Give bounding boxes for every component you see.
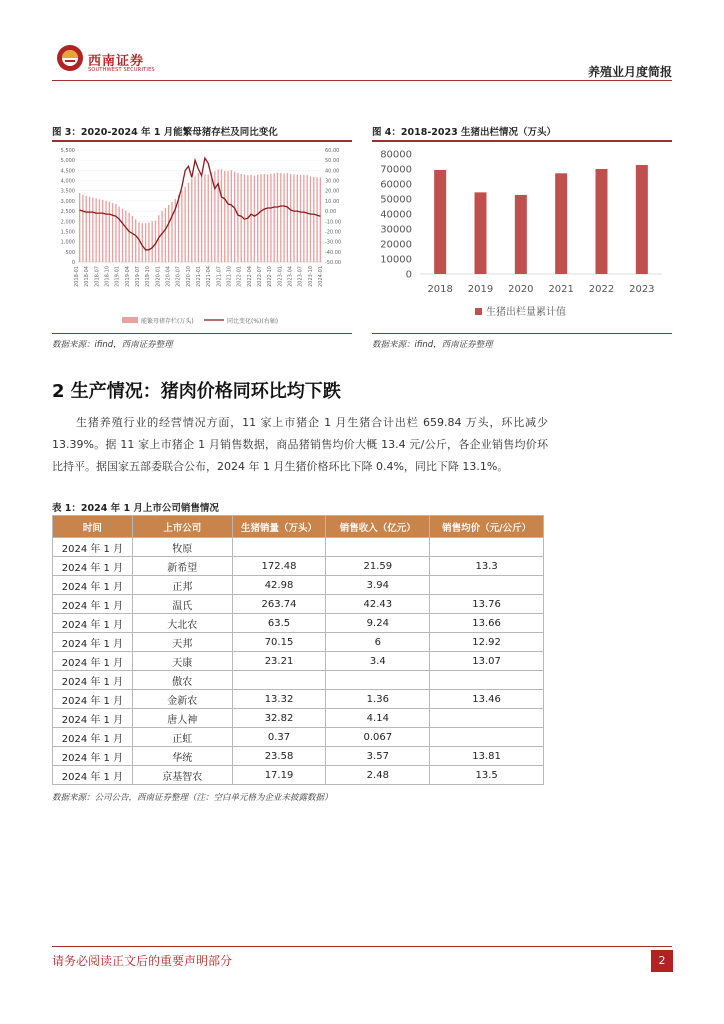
report-type: 养殖业月度简报 xyxy=(587,65,672,79)
chart-bar xyxy=(250,175,251,262)
chart-bar xyxy=(227,171,228,262)
figure3-top-rule xyxy=(52,140,352,142)
legend-swatch-bar xyxy=(122,317,138,323)
cell-company: 金新农 xyxy=(132,690,232,709)
x-tick: 2023-04 xyxy=(287,266,294,287)
y-tick-left: 1,500 xyxy=(60,229,75,236)
table-row xyxy=(53,595,544,614)
chart-bar xyxy=(241,174,242,262)
y-tick-left: 5,000 xyxy=(60,158,75,165)
cell-time: 2024 年 1 月 xyxy=(53,671,133,690)
y-tick-left: 3,500 xyxy=(60,188,75,195)
chart-bar xyxy=(115,204,116,262)
cell-price: 13.3 xyxy=(430,557,544,576)
chart-bar xyxy=(280,173,281,262)
company-name: 西南证券 xyxy=(88,54,145,69)
chart-bar xyxy=(320,177,321,262)
y-tick-right: 20.00 xyxy=(325,188,340,195)
x-tick: 2020-01 xyxy=(155,266,162,287)
x-tick: 2024-01 xyxy=(318,266,324,287)
col-header-price: 销售均价（元/公斤） xyxy=(430,516,544,538)
legend-label-line: 同比变化(%)(右轴) xyxy=(227,318,279,325)
y-tick-right: -40.00 xyxy=(325,249,342,256)
cell-price: 13.76 xyxy=(430,595,544,614)
cell-time: 2024 年 1 月 xyxy=(53,652,133,671)
section-title: 2 生产情况：猪肉价格同环比均下跌 xyxy=(52,381,341,402)
chart-bar xyxy=(155,220,156,262)
cell-price: 13.81 xyxy=(430,747,544,766)
x-tick: 2022 xyxy=(588,284,615,295)
table-row xyxy=(53,671,544,690)
cell-revenue: 0.067 xyxy=(326,728,430,747)
chart-bar xyxy=(293,174,294,262)
cell-revenue: 42.43 xyxy=(326,595,430,614)
chart-bar xyxy=(89,197,90,262)
cell-volume: 0.37 xyxy=(232,728,326,747)
y-tick: 70000 xyxy=(380,164,412,176)
chart-bar xyxy=(290,174,291,262)
figure4-chart xyxy=(372,144,672,330)
x-tick: 2018-10 xyxy=(104,266,111,287)
page-header xyxy=(0,0,724,84)
table-title: 表 1：2024 年 1 月上市公司销售情况 xyxy=(52,503,219,514)
cell-revenue xyxy=(326,671,430,690)
chart-bar xyxy=(181,191,182,262)
table-source: 数据来源：公司公告，西南证券整理（注：空白单元格为企业未披露数据） xyxy=(52,793,333,803)
section-paragraph: 生猪养殖行业的经营情况方面，11 家上市猪企 1 月生猪合计出栏 659.84 万头，环比减少 13.39%。据 11 家上市猪企 1 月销售数据，商品猪销售均价大概 13.4 元/公斤，各企业销售均价环比持平。据国家五部委联合公布，2024 年 1 月生猪价格环比下降 0.4%，同比下降 13.1%。 xyxy=(52,416,548,473)
chart-bar xyxy=(95,198,96,262)
x-tick: 2020-07 xyxy=(175,266,182,287)
cell-price xyxy=(430,576,544,595)
cell-revenue: 3.94 xyxy=(326,576,430,595)
y-tick-right: 60.00 xyxy=(325,148,340,154)
x-tick: 2023-01 xyxy=(277,266,284,287)
y-tick-right: -20.00 xyxy=(325,229,342,236)
col-header-revenue: 销售收入（亿元） xyxy=(326,516,430,538)
cell-volume: 63.5 xyxy=(232,614,326,633)
x-tick: 2018-01 xyxy=(74,266,80,287)
chart-bar xyxy=(102,200,103,262)
cell-time: 2024 年 1 月 xyxy=(53,538,133,557)
x-tick: 2019 xyxy=(467,284,494,295)
chart-bar xyxy=(148,222,149,262)
figure3-legend xyxy=(122,317,278,325)
chart-bar xyxy=(221,169,222,262)
chart-bar xyxy=(168,205,169,262)
table-row xyxy=(53,709,544,728)
chart-bar xyxy=(555,173,567,274)
cell-revenue: 6 xyxy=(326,633,430,652)
cell-volume: 23.21 xyxy=(232,652,326,671)
figure4-top-rule xyxy=(372,140,672,142)
y-tick-left: 4,000 xyxy=(60,178,75,185)
cell-price: 13.46 xyxy=(430,690,544,709)
x-tick: 2023-10 xyxy=(307,266,314,287)
chart-bar xyxy=(515,195,527,274)
chart-bar xyxy=(201,174,202,262)
legend-swatch xyxy=(475,308,482,315)
figure4-source: 数据来源：ifind，西南证券整理 xyxy=(372,340,493,350)
x-tick: 2021 xyxy=(548,284,574,295)
chart-bar xyxy=(198,173,199,262)
chart-bar xyxy=(237,173,238,262)
y-tick: 30000 xyxy=(380,224,412,236)
x-tick: 2022-04 xyxy=(246,266,253,287)
cell-volume: 23.58 xyxy=(232,747,326,766)
chart-bar xyxy=(596,169,608,274)
chart-bar xyxy=(234,172,235,262)
cell-price: 12.92 xyxy=(430,633,544,652)
chart-bar xyxy=(316,177,317,262)
cell-time: 2024 年 1 月 xyxy=(53,595,133,614)
y-tick-left: 3,000 xyxy=(60,198,75,205)
chart-bar xyxy=(434,170,446,274)
cell-price xyxy=(430,728,544,747)
cell-price xyxy=(430,671,544,690)
y-tick-left: 4,500 xyxy=(60,168,75,175)
chart-bar xyxy=(283,174,284,262)
cell-time: 2024 年 1 月 xyxy=(53,728,133,747)
cell-company: 牧原 xyxy=(132,538,232,557)
cell-revenue: 21.59 xyxy=(326,557,430,576)
table-row xyxy=(53,690,544,709)
x-tick: 2021-01 xyxy=(196,266,202,287)
y-tick: 20000 xyxy=(380,239,412,251)
cell-revenue: 2.48 xyxy=(326,766,430,785)
col-header-volume: 生猪销量（万头） xyxy=(232,516,326,538)
chart-bar xyxy=(194,176,195,262)
chart-bar xyxy=(188,183,189,262)
chart-bar xyxy=(119,207,120,262)
x-tick: 2021-04 xyxy=(206,266,213,287)
cell-revenue xyxy=(326,538,430,557)
figure3-chart xyxy=(52,144,352,330)
chart-bar xyxy=(142,223,143,262)
y-tick: 50000 xyxy=(380,194,412,206)
x-tick: 2022-10 xyxy=(267,266,274,287)
chart-bar xyxy=(125,211,126,262)
chart-bar xyxy=(254,176,255,262)
table-row xyxy=(53,576,544,595)
figure3-title: 图 3：2020-2024 年 1 月能繁母猪存栏及同比变化 xyxy=(52,127,278,138)
chart-bar xyxy=(178,195,179,262)
y-tick-left: 2,500 xyxy=(60,209,75,216)
x-tick: 2021-07 xyxy=(216,266,223,287)
cell-volume xyxy=(232,538,326,557)
x-tick: 2021-10 xyxy=(226,266,233,287)
company-logo-icon xyxy=(56,44,84,72)
x-tick: 2022-01 xyxy=(236,266,243,287)
chart-bar xyxy=(475,192,487,274)
chart-bar xyxy=(211,172,212,262)
page-number: 2 xyxy=(651,950,673,972)
cell-volume: 172.48 xyxy=(232,557,326,576)
cell-revenue: 3.4 xyxy=(326,652,430,671)
chart-bar xyxy=(277,173,278,262)
y-tick-right: -30.00 xyxy=(325,239,342,246)
footer-disclaimer: 请务必阅读正文后的重要声明部分 xyxy=(52,954,233,968)
y-tick-right: 0.00 xyxy=(325,209,337,216)
cell-company: 傲农 xyxy=(132,671,232,690)
figure4-bottom-rule xyxy=(372,333,672,334)
cell-time: 2024 年 1 月 xyxy=(53,709,133,728)
chart-bar xyxy=(79,193,80,262)
chart-bar xyxy=(260,174,261,262)
cell-company: 天康 xyxy=(132,652,232,671)
footer-divider xyxy=(52,946,672,947)
chart-bar xyxy=(112,203,113,262)
y-tick: 40000 xyxy=(380,209,412,221)
chart-bar xyxy=(132,216,133,262)
chart-bar xyxy=(310,176,311,262)
cell-price: 13.07 xyxy=(430,652,544,671)
table-row xyxy=(53,728,544,747)
chart-bar xyxy=(109,202,110,262)
cell-volume: 42.98 xyxy=(232,576,326,595)
y-tick-left: 2,000 xyxy=(60,219,75,226)
cell-revenue: 3.57 xyxy=(326,747,430,766)
cell-company: 正虹 xyxy=(132,728,232,747)
chart-bar xyxy=(224,171,225,262)
chart-bar xyxy=(82,195,83,262)
chart-bar xyxy=(128,213,129,262)
cell-volume: 70.15 xyxy=(232,633,326,652)
cell-time: 2024 年 1 月 xyxy=(53,557,133,576)
cell-company: 唐人神 xyxy=(132,709,232,728)
cell-volume: 17.19 xyxy=(232,766,326,785)
cell-revenue: 4.14 xyxy=(326,709,430,728)
cell-price xyxy=(430,709,544,728)
cell-company: 新希望 xyxy=(132,557,232,576)
table-row xyxy=(53,652,544,671)
chart-bar xyxy=(274,173,275,262)
chart-bar xyxy=(105,201,106,262)
cell-time: 2024 年 1 月 xyxy=(53,633,133,652)
y-tick-right: 40.00 xyxy=(325,168,340,175)
company-name-en: SOUTHWEST SECURITIES xyxy=(88,67,155,73)
cell-company: 温氏 xyxy=(132,595,232,614)
cell-volume: 263.74 xyxy=(232,595,326,614)
chart-bar xyxy=(99,199,100,262)
chart-bar xyxy=(86,196,87,262)
cell-time: 2024 年 1 月 xyxy=(53,690,133,709)
table-row xyxy=(53,633,544,652)
chart-bar xyxy=(191,179,192,262)
sales-table xyxy=(52,515,544,785)
table-header-row xyxy=(53,516,544,538)
y-tick: 0 xyxy=(405,269,412,281)
chart-bar xyxy=(138,222,139,262)
x-tick: 2018-04 xyxy=(84,266,91,287)
chart-bar xyxy=(270,174,271,262)
table-row xyxy=(53,766,544,785)
cell-price: 13.5 xyxy=(430,766,544,785)
y-tick-right: 10.00 xyxy=(325,198,340,205)
y-tick-right: 50.00 xyxy=(325,158,340,165)
chart-bar xyxy=(122,209,123,262)
chart-bar xyxy=(204,174,205,262)
cell-company: 京基智农 xyxy=(132,766,232,785)
chart-bar xyxy=(303,175,304,262)
col-header-time: 时间 xyxy=(53,516,133,538)
chart-bar xyxy=(171,202,172,262)
cell-volume xyxy=(232,671,326,690)
y-tick-right: -10.00 xyxy=(325,219,342,226)
chart-bar xyxy=(135,219,136,262)
table-row xyxy=(53,538,544,557)
chart-bar xyxy=(264,174,265,262)
chart-bar xyxy=(636,165,648,274)
chart-bar xyxy=(231,170,232,262)
cell-volume: 13.32 xyxy=(232,690,326,709)
cell-time: 2024 年 1 月 xyxy=(53,576,133,595)
chart-bar xyxy=(92,198,93,262)
x-tick: 2018 xyxy=(427,284,453,295)
legend-label: 生猪出栏量累计值 xyxy=(486,307,566,318)
x-tick: 2023-07 xyxy=(297,266,304,287)
x-tick: 2022-07 xyxy=(257,266,263,287)
cell-time: 2024 年 1 月 xyxy=(53,766,133,785)
table-row xyxy=(53,557,544,576)
chart-bar xyxy=(287,173,288,262)
legend-label-bar: 能繁母猪存栏(万头) xyxy=(141,318,194,325)
figure3-source: 数据来源：ifind，西南证券整理 xyxy=(52,340,173,350)
x-tick: 2023 xyxy=(629,284,655,295)
x-tick: 2019-01 xyxy=(114,266,121,287)
table-row xyxy=(53,747,544,766)
chart-bar xyxy=(307,175,308,262)
chart-bar xyxy=(297,175,298,262)
cell-company: 华统 xyxy=(132,747,232,766)
chart-bar xyxy=(267,174,268,262)
x-tick: 2019-10 xyxy=(145,266,152,287)
y-tick: 80000 xyxy=(380,149,412,161)
figure4-legend xyxy=(475,305,566,318)
y-tick-left: 5,500 xyxy=(60,148,75,154)
figure4-title: 图 4：2018-2023 生猪出栏情况（万头） xyxy=(372,127,557,138)
chart-bar xyxy=(165,208,166,262)
x-tick: 2019-04 xyxy=(124,266,131,287)
table-row xyxy=(53,614,544,633)
chart-bar xyxy=(185,187,186,262)
x-tick: 2019-07 xyxy=(135,266,141,287)
figure3-bottom-rule xyxy=(52,333,352,334)
cell-company: 天邦 xyxy=(132,633,232,652)
y-tick-right: 30.00 xyxy=(325,178,340,185)
y-tick-left: 500 xyxy=(65,249,75,256)
y-tick: 10000 xyxy=(380,254,412,266)
x-tick: 2020-10 xyxy=(185,266,192,287)
x-tick: 2018-07 xyxy=(94,266,101,287)
x-tick: 2020 xyxy=(508,284,534,295)
chart-bar xyxy=(145,223,146,262)
cell-time: 2024 年 1 月 xyxy=(53,747,133,766)
col-header-company: 上市公司 xyxy=(132,516,232,538)
cell-price: 13.66 xyxy=(430,614,544,633)
chart-bar xyxy=(257,175,258,262)
cell-revenue: 1.36 xyxy=(326,690,430,709)
cell-time: 2024 年 1 月 xyxy=(53,614,133,633)
chart-bar xyxy=(152,221,153,262)
chart-bar xyxy=(208,175,209,262)
x-tick: 2020-04 xyxy=(165,266,172,287)
chart-bar xyxy=(300,175,301,262)
y-tick-left: 1,000 xyxy=(60,239,75,246)
header-divider xyxy=(52,80,672,81)
cell-company: 大北农 xyxy=(132,614,232,633)
chart-bar xyxy=(161,211,162,262)
cell-volume: 32.82 xyxy=(232,709,326,728)
y-tick-left: 0 xyxy=(71,260,75,266)
cell-price xyxy=(430,538,544,557)
cell-company: 正邦 xyxy=(132,576,232,595)
cell-revenue: 9.24 xyxy=(326,614,430,633)
y-tick-right: -50.00 xyxy=(325,260,342,266)
chart-bar xyxy=(313,177,314,262)
y-tick: 60000 xyxy=(380,179,412,191)
